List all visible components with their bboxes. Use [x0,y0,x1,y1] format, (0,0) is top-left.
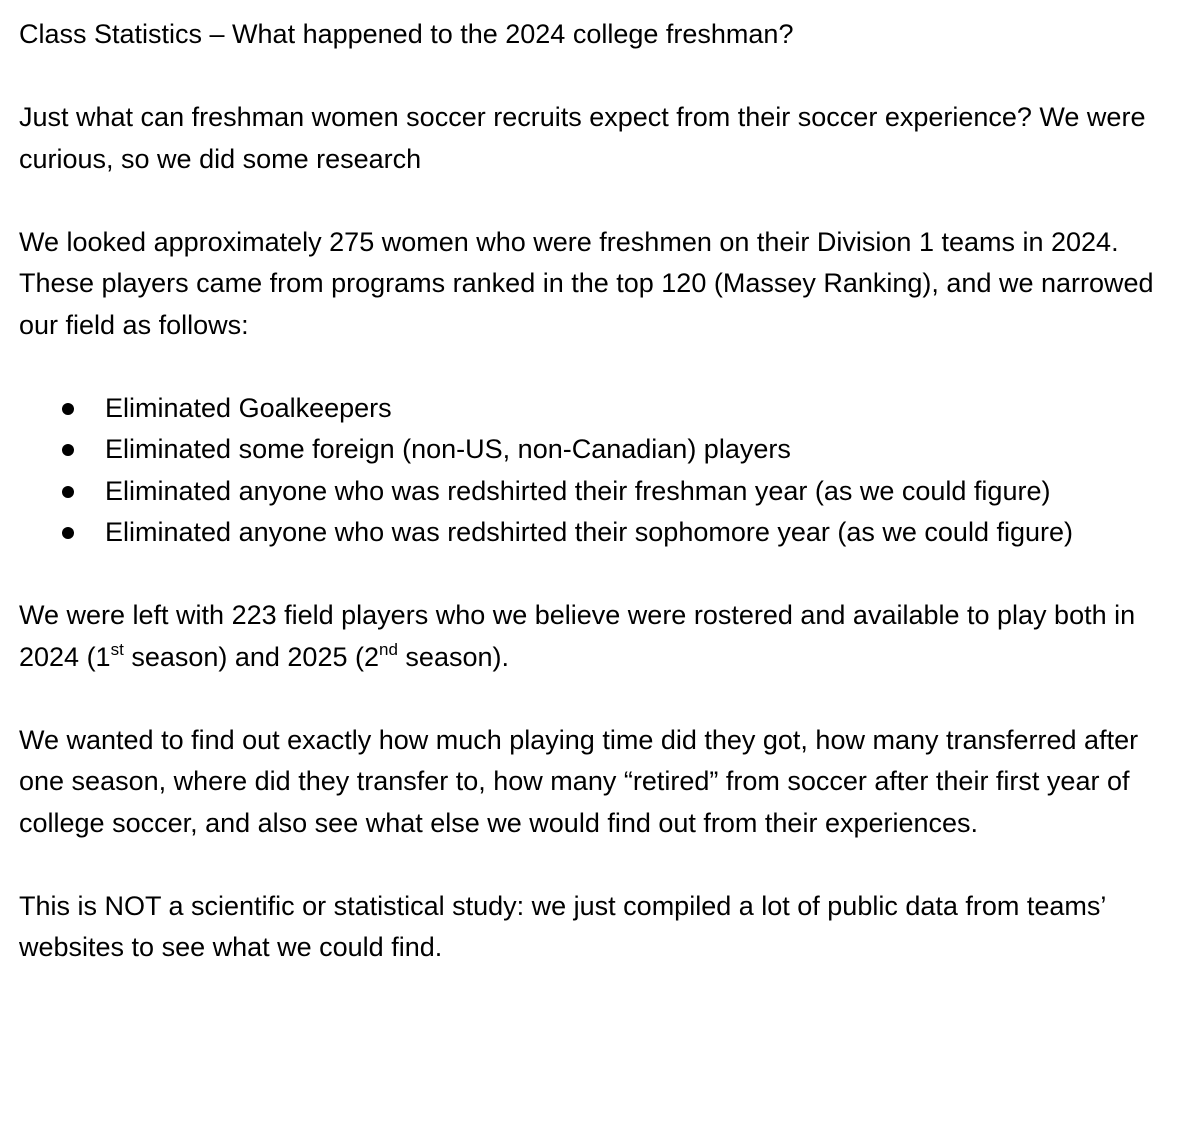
criteria-text: Eliminated some foreign (non-US, non-Canadian) players [105,434,791,464]
bullet-icon [62,444,74,456]
disclaimer-paragraph: This is NOT a scientific or statistical study: we just compiled a lot of public data from teams’ websites to see what we could find. [19,890,1106,962]
criteria-text: Eliminated Goalkeepers [105,392,392,423]
second-ordinal-suffix: nd [379,639,398,659]
criteria-list [19,388,1169,554]
result-text-end: season). [397,641,509,672]
document-body [19,14,1169,1010]
result-text-middle: season) and 2025 (2 [123,641,379,672]
criteria-text: Eliminated anyone who was redshirted their freshman year (as we could figure) [105,475,1051,506]
document-title: Class Statistics – What happened to the 2024 college freshman? [19,19,794,49]
questions-paragraph: We wanted to find out exactly how much playing time did they got, how many transferred after one season, where did they transfer to, how many “retired” from soccer after their first year of college soccer, and also see what else we would find out from their experiences. [19,724,1139,838]
bullet-icon [62,403,74,415]
bullet-icon [62,486,74,498]
criteria-text: Eliminated anyone who was redshirted their sophomore year (as we could figure) [105,517,1073,547]
method-paragraph: We looked approximately 275 women who were freshmen on their Division 1 teams in 2024. These players came from programs ranked in the top 120 (Massey Ranking), and we narrowed our field as follows: [19,226,1154,340]
list-item [19,388,1169,430]
list-item [19,471,1169,513]
result-text-start: We were left with 223 field players who we believe were rostered and available to play both in 2024 (1 [19,600,1136,672]
list-item [19,512,1169,554]
result-paragraph [19,595,1169,678]
bullet-icon [62,527,74,539]
first-ordinal-suffix: st [110,639,124,659]
list-item [19,429,1169,471]
intro-paragraph: Just what can freshman women soccer recruits expect from their soccer experience? We were curious, so we did some research [19,102,1146,174]
